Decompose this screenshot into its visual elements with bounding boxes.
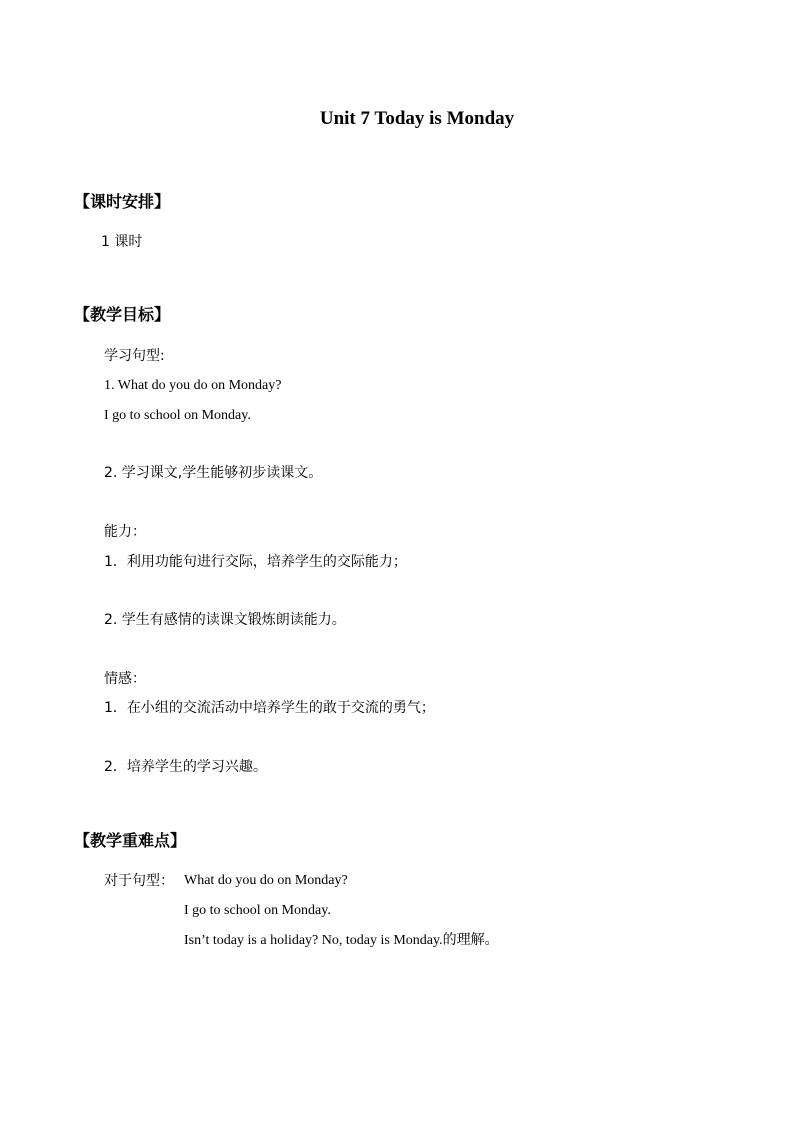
ability-1: 1．利用功能句进行交际，培养学生的交际能力； bbox=[104, 554, 407, 570]
key-points-line-3: Isn’t today is a holiday? No, today is Monday. bbox=[184, 933, 443, 948]
section-heading-schedule: 【课时安排】 bbox=[74, 192, 171, 211]
key-points-line-1: What do you do on Monday? bbox=[184, 873, 348, 888]
schedule-text: 1 课时 bbox=[101, 234, 143, 250]
section-heading-key-points: 【教学重难点】 bbox=[74, 831, 187, 850]
pattern-1-answer: I go to school on Monday. bbox=[104, 408, 251, 423]
ability-2: 2. 学生有感情的读课文锻炼朗读能力。 bbox=[104, 612, 346, 628]
emotion-1: 1．在小组的交流活动中培养学生的敢于交流的勇气； bbox=[104, 700, 435, 716]
key-points-line-2: I go to school on Monday. bbox=[184, 903, 331, 918]
pattern-2: 2. 学习课文,学生能够初步读课文。 bbox=[104, 465, 323, 481]
section-heading-objectives: 【教学目标】 bbox=[74, 305, 171, 324]
pattern-1: 1. What do you do on Monday? bbox=[104, 378, 282, 393]
emotion-label: 情感： bbox=[104, 671, 146, 687]
ability-label: 能力： bbox=[104, 524, 146, 540]
key-points-prefix: 对于句型： bbox=[104, 873, 174, 889]
emotion-2: 2．培养学生的学习兴趣。 bbox=[104, 759, 267, 775]
key-points-line-3-wrapper bbox=[184, 930, 499, 951]
page-title: Unit 7 Today is Monday bbox=[319, 108, 515, 129]
key-points-line-3-suffix: 的理解。 bbox=[442, 932, 499, 948]
patterns-label: 学习句型: bbox=[104, 348, 165, 364]
